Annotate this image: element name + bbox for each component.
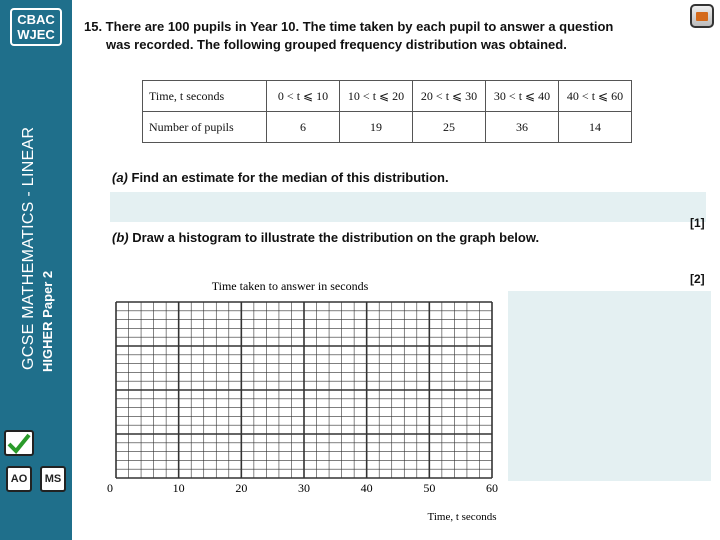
marks-b: [2] (690, 272, 705, 286)
question-line-1: 15. There are 100 pupils in Year 10. The time taken by each pupil to answer a question (84, 19, 614, 34)
chart-title: Time taken to answer in seconds (211, 279, 369, 293)
logo-text-wjec: WJEC (17, 27, 55, 42)
part-b-label: (b) (112, 230, 129, 245)
x-tick-label: 50 (423, 481, 436, 495)
question-line-2: was recorded. The following grouped frequency distribution was obtained. (106, 37, 567, 52)
tick-icon-graphic (6, 432, 32, 454)
x-tick-label: 60 (486, 481, 498, 495)
ao-icon-label: AO (10, 473, 28, 485)
marks-a: [1] (690, 216, 705, 230)
part-b-text (112, 230, 539, 245)
table-row-pupils (143, 112, 632, 143)
table-cell-interval: 40 < t ⩽ 60 (559, 81, 632, 112)
x-tick-label: 20 (235, 481, 248, 495)
x-axis-label: Time, t seconds (427, 511, 497, 523)
part-a-label: (a) (112, 170, 128, 185)
x-tick-label: 10 (172, 481, 185, 495)
x-tick-label: 30 (298, 481, 310, 495)
home-icon[interactable] (690, 4, 714, 28)
table-cell-interval: 10 < t ⩽ 20 (340, 81, 413, 112)
answer-box-a[interactable] (110, 192, 706, 222)
part-b-question: Draw a histogram to illustrate the distribution on the graph below. (128, 230, 540, 245)
question-text (84, 18, 664, 54)
table-row-time (143, 81, 632, 112)
answer-box-b[interactable] (508, 291, 711, 481)
table-cell-interval: 20 < t ⩽ 30 (413, 81, 486, 112)
subject-title: GCSE MATHEMATICS - LINEAR (20, 126, 37, 370)
paper-subtitle: HIGHER Paper 2 (40, 270, 55, 372)
ms-icon[interactable] (40, 466, 66, 492)
tick-icon[interactable] (4, 430, 34, 456)
part-a-text (112, 170, 449, 185)
x-tick-label: 0 (107, 481, 113, 495)
wjec-logo (10, 8, 62, 54)
table-header-time: Time, t seconds (143, 81, 267, 112)
x-tick-label: 40 (360, 481, 373, 495)
part-a-question: Find an estimate for the median of this distribution. (127, 170, 449, 185)
histogram-grid[interactable] (100, 270, 510, 532)
sidebar (0, 0, 72, 540)
table-cell-frequency: 6 (267, 112, 340, 143)
ms-icon-label: MS (44, 473, 62, 485)
table-cell-frequency: 36 (486, 112, 559, 143)
table-header-pupils: Number of pupils (143, 112, 267, 143)
grid-lines (116, 302, 492, 478)
table-cell-frequency: 14 (559, 112, 632, 143)
table-cell-interval: 30 < t ⩽ 40 (486, 81, 559, 112)
frequency-table (142, 80, 632, 143)
ao-icon[interactable] (6, 466, 32, 492)
x-tick-labels (107, 481, 498, 495)
logo-text-cbac: CBAC (17, 12, 55, 27)
table-cell-frequency: 25 (413, 112, 486, 143)
table-cell-frequency: 19 (340, 112, 413, 143)
table-cell-interval: 0 < t ⩽ 10 (267, 81, 340, 112)
